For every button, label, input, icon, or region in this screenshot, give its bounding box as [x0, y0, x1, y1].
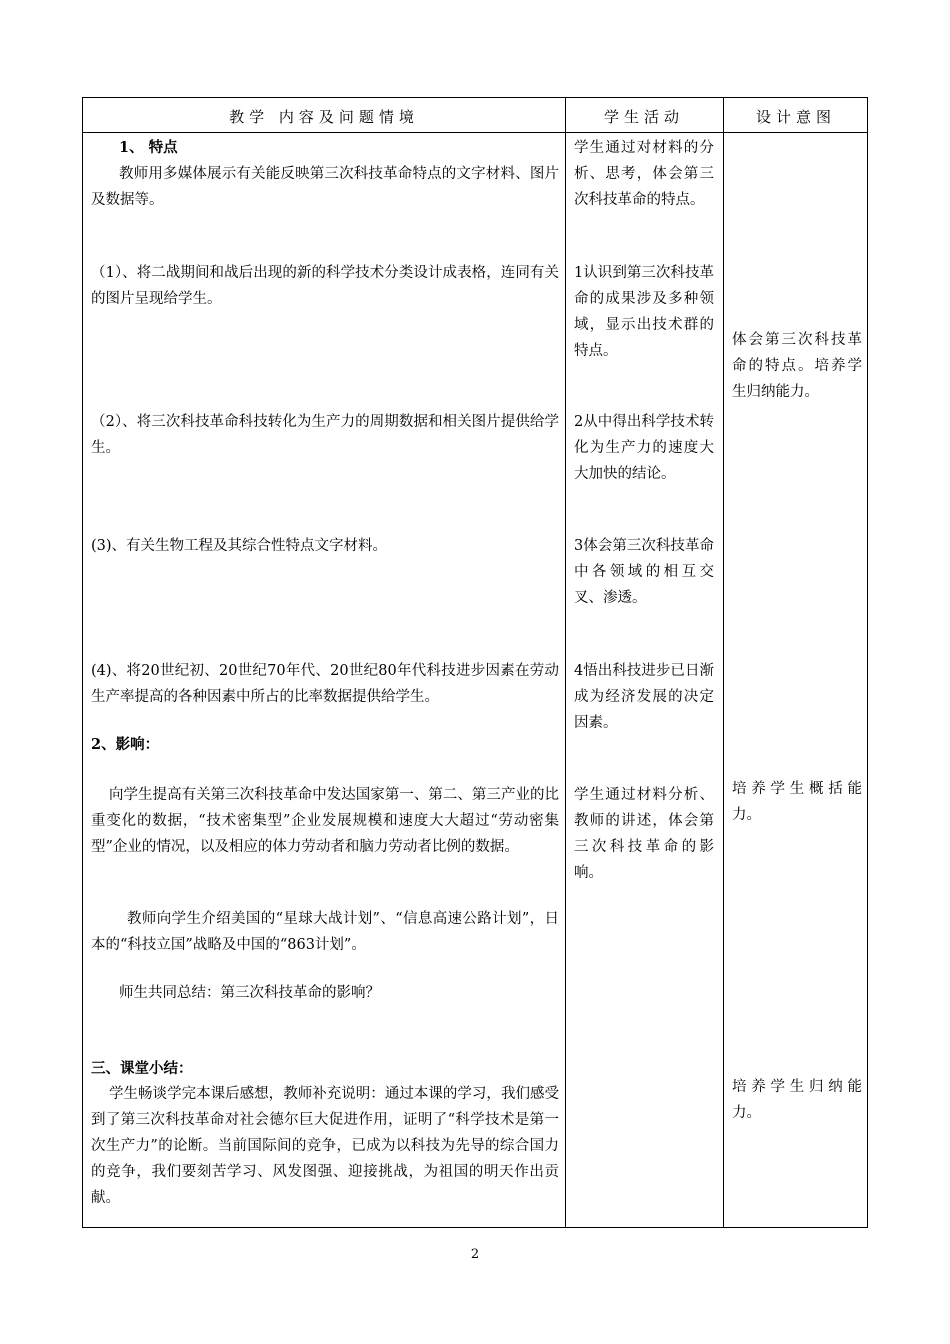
section-2-paragraph-2: 教师向学生介绍美国的“星球大战计划”、“信息高速公路计划”，日本的“科技立国”战略及中国的“863计划”。	[91, 911, 559, 953]
intent-2: 培养学生概括能力。	[732, 781, 862, 823]
header-activity: 学生活动	[603, 108, 684, 126]
activity-3: 3体会第三次科技革命中各领域的相互交叉、渗透。	[574, 538, 714, 606]
item-1: （1）、将二战期间和战后出现的新的科学技术分类设计成表格，连同有关的图片呈现给学生。	[91, 265, 559, 307]
intent-1: 体会第三次科技革命的特点。培养学生归纳能力。	[732, 332, 862, 400]
page-number: 2	[470, 1247, 480, 1262]
item-4: (4)、将20世纪初、20世纪70年代、20世纪80年代科技进步因素在劳动生产率提高的各种因素中所占的比率数据提供给学生。	[91, 663, 559, 705]
header-intent: 设计意图	[755, 108, 836, 126]
section-3-paragraph: 学生畅谈学完本课后感想，教师补充说明：通过本课的学习，我们感受到了第三次科技革命对社会德尔巨大促进作用，证明了“科学技术是第一次生产力”的论断。当前国际间的竞争，已成为以科技为先导的综合国力的竞争，我们要刻苦学习、风发图强、迎接挑战，为祖国的明天作出贡献。	[91, 1086, 559, 1206]
column-divider	[723, 98, 724, 1227]
section-2-paragraph-1: 向学生提高有关第三次科技革命中发达国家第一、第二、第三产业的比重变化的数据，“技术密集型”企业发展规模和速度大大超过“劳动密集型”企业的情况，以及相应的体力劳动者和脑力劳动者比例的数据。	[91, 787, 559, 855]
item-3: (3)、有关生物工程及其综合性特点文字材料。	[91, 538, 388, 554]
section-1-intro: 教师用多媒体展示有关能反映第三次科技革命特点的文字材料、图片及数据等。	[91, 166, 559, 208]
item-2: （2）、将三次科技革命科技转化为生产力的周期数据和相关图片提供给学生。	[91, 414, 559, 456]
section-2-title: 2、影响：	[91, 736, 160, 753]
intent-3: 培养学生归纳能力。	[732, 1079, 862, 1121]
activity-4: 4悟出科技进步已日渐成为经济发展的决定因素。	[574, 663, 714, 731]
section-1-title: 1、 特点	[119, 139, 178, 156]
section-2-paragraph-3: 师生共同总结：第三次科技革命的影响？	[119, 985, 380, 1001]
activity-0: 学生通过对材料的分析、思考，体会第三次科技革命的特点。	[574, 140, 714, 208]
activity-2: 2从中得出科学技术转化为生产力的速度大大加快的结论。	[574, 414, 714, 482]
header-divider	[83, 132, 867, 133]
column-divider	[565, 98, 566, 1227]
activity-1: 1认识到第三次科技革命的成果涉及多种领域，显示出技术群的特点。	[574, 265, 714, 359]
activity-5: 学生通过材料分析、教师的讲述，体会第三次科技革命的影响。	[574, 787, 714, 881]
lesson-plan-table	[82, 97, 868, 1228]
section-3-title: 三、课堂小结：	[91, 1060, 193, 1077]
header-content: 教学 内容及问题情境	[229, 108, 419, 126]
